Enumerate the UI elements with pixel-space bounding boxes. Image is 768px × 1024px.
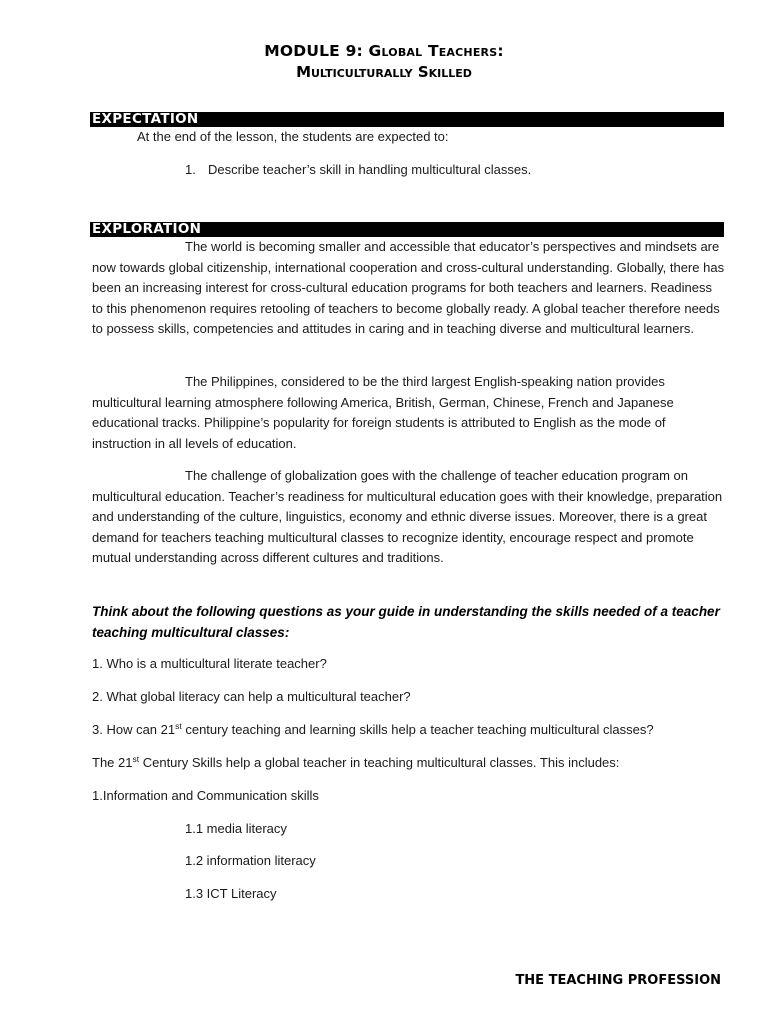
module-subtitle: Multiculturally Skilled xyxy=(296,63,472,81)
module-title xyxy=(0,42,768,60)
objective-text: Describe teacher’s skill in handling multicultural classes. xyxy=(208,162,532,177)
exploration-paragraph-2: The Philippines, considered to be the third largest English-speaking nation provides multicultural learning atmosphere following America, British, German, Chinese, French and Japanese educational tracks. Philippine’s popularity for foreign students is attributed to English as the mode of instruction in all levels of education. xyxy=(92,374,674,451)
question-3-text-a: 3. How can 21 xyxy=(92,722,176,737)
objective-item xyxy=(185,160,725,181)
question-3 xyxy=(92,720,726,741)
question-3-text-b: century teaching and learning skills help a teacher teaching multicultural classes? xyxy=(181,722,654,737)
guide-prompt: Think about the following questions as your guide in understanding the skills needed of a teacher teaching multicultural classes: xyxy=(92,604,720,640)
skill-1-sub-3: 1.3 ICT Literacy xyxy=(185,886,277,901)
question-3-sup: st xyxy=(175,721,182,731)
skills-intro-text-a: The 21 xyxy=(92,755,133,770)
skill-1: 1.Information and Communication skills xyxy=(92,788,319,803)
skill-1-sub-1: 1.1 media literacy xyxy=(185,821,287,836)
expectation-heading: EXPECTATION xyxy=(90,112,724,127)
question-2: 2. What global literacy can help a multicultural teacher? xyxy=(92,689,411,704)
exploration-heading: EXPLORATION xyxy=(90,222,724,237)
footer-label: THE TEACHING PROFESSION xyxy=(515,973,721,988)
skill-1-sub-2: 1.2 information literacy xyxy=(185,853,316,868)
exploration-paragraph-1: The world is becoming smaller and accessible that educator’s perspectives and mindsets are now towards global citizenship, international cooperation and cross-cultural understanding. Globally, there has been an increasing interest for cross-cultural education programs for both teachers and learners. Readiness to this phenomenon requires retooling of teachers to become globally ready. A global teacher therefore needs to possess skills, competencies and attitudes in caring and in teaching diverse and multicultural learners. xyxy=(92,239,725,337)
skills-intro-text-b: Century Skills help a global teacher in teaching multicultural classes. This includes: xyxy=(139,755,620,770)
module-title-main: Global Teachers: xyxy=(368,42,504,60)
module-title-prefix: MODULE 9: xyxy=(264,42,369,60)
skills-intro-sup: st xyxy=(132,754,140,764)
question-1: 1. Who is a multicultural literate teacher? xyxy=(92,656,327,671)
objective-number: 1. xyxy=(185,162,196,177)
skills-intro xyxy=(92,753,726,774)
exploration-paragraph-3: The challenge of globalization goes with the challenge of teacher education program on multicultural education. Teacher’s readiness for multicultural education goes with their knowledge, preparation and understanding of the culture, linguistics, economy and ethnic diverse issues. Moreover, there is a great demand for teachers teaching multicultural classes to recognize identity, encourage respect and promote mutual understanding across different cultures and traditions. xyxy=(92,468,723,566)
expectation-intro: At the end of the lesson, the students are expected to: xyxy=(137,129,449,144)
